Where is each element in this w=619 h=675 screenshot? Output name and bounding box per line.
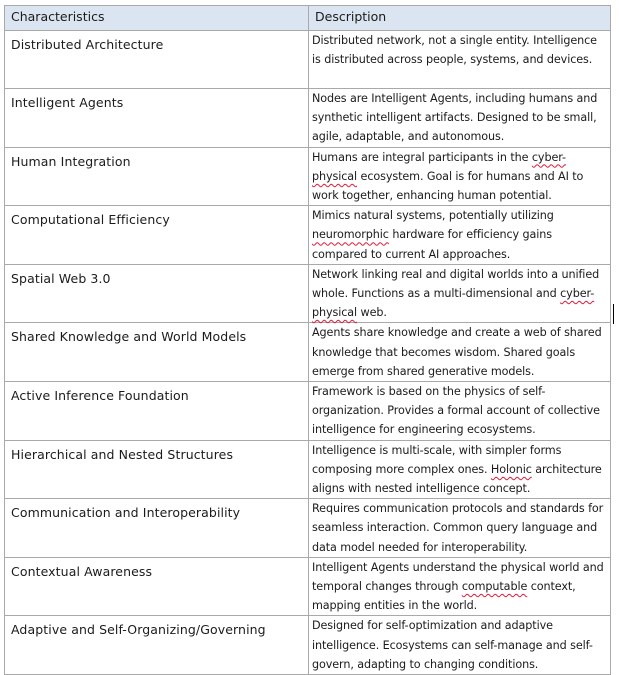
description-text: Agents share knowledge and create a web of shared knowledge that becomes wisdom. Shared goals emerge from shared generative models. — [312, 326, 602, 378]
description-cell[interactable] — [309, 206, 611, 265]
description-cell[interactable] — [309, 557, 611, 616]
description-text: web. — [357, 306, 387, 320]
description-cell[interactable] — [309, 616, 611, 675]
spellcheck-flagged-word[interactable]: neuromorphic — [312, 228, 389, 242]
characteristic-cell[interactable]: Communication and Interoperability — [5, 499, 309, 558]
spellcheck-flagged-word[interactable]: Holonic — [490, 462, 532, 476]
table-row — [5, 499, 611, 558]
characteristic-cell[interactable]: Contextual Awareness — [5, 557, 309, 616]
table-row — [5, 323, 611, 382]
description-cell[interactable] — [309, 264, 611, 323]
description-cell[interactable] — [309, 382, 611, 441]
description-text: Network linking real and digital worlds into a unified whole. Functions as a multi-dimensional and — [312, 267, 600, 301]
table-row — [5, 557, 611, 616]
description-cell[interactable] — [309, 31, 611, 89]
description-text: Humans are integral participants in the — [312, 150, 532, 164]
table-body — [5, 31, 611, 675]
description-text: Designed for self-optimization and adaptive intelligence. Ecosystems can self-manage and self-govern, adapting to changing conditions. — [312, 619, 593, 671]
header-row — [5, 6, 611, 31]
description-text: Intelligence is multi-scale, with simpler forms composing more complex ones. — [312, 443, 562, 476]
spellcheck-flagged-word[interactable]: cyber-physical — [312, 287, 595, 320]
characteristic-cell[interactable]: Hierarchical and Nested Structures — [5, 440, 309, 499]
description-cell[interactable] — [309, 323, 611, 382]
text-cursor — [613, 304, 614, 324]
header-description[interactable]: Description — [309, 6, 611, 31]
characteristic-cell[interactable]: Human Integration — [5, 147, 309, 206]
description-text: ecosystem. Goal is for humans and AI to work together, enhancing human potential. — [312, 169, 584, 203]
characteristic-cell[interactable]: Shared Knowledge and World Models — [5, 323, 309, 382]
description-text: Framework is based on the physics of self-organization. Provides a formal account of collective intelligence for engineering ecosystems. — [312, 385, 600, 437]
description-text: Requires communication protocols and standards for seamless interaction. Common query language and data model needed for interoperability. — [312, 502, 604, 554]
table-row — [5, 206, 611, 265]
characteristic-cell[interactable]: Computational Efficiency — [5, 206, 309, 265]
characteristic-cell[interactable]: Distributed Architecture — [5, 31, 309, 89]
description-cell[interactable] — [309, 147, 611, 206]
description-text: context, mapping entities in the world. — [312, 580, 576, 613]
characteristic-cell[interactable]: Intelligent Agents — [5, 89, 309, 148]
characteristic-cell[interactable]: Spatial Web 3.0 — [5, 264, 309, 323]
description-cell[interactable] — [309, 499, 611, 558]
document-page — [4, 5, 610, 675]
description-cell[interactable] — [309, 89, 611, 148]
table-row — [5, 31, 611, 89]
description-text: architecture aligns with nested intelligence concept. — [312, 462, 602, 496]
table-header — [5, 6, 611, 31]
description-cell[interactable] — [309, 440, 611, 499]
table-row — [5, 89, 611, 148]
characteristic-cell[interactable]: Adaptive and Self-Organizing/Governing — [5, 616, 309, 675]
table-row — [5, 147, 611, 206]
table-row — [5, 264, 611, 323]
characteristic-cell[interactable]: Active Inference Foundation — [5, 382, 309, 441]
description-text: Nodes are Intelligent Agents, including humans and synthetic intelligent artifacts. Designed to be small, agile, adaptable, and autonomous. — [312, 92, 598, 144]
description-text: hardware for efficiency gains compared to current AI approaches. — [312, 228, 553, 261]
spellcheck-flagged-word[interactable]: cyber-physical — [312, 150, 566, 183]
spellcheck-flagged-word[interactable]: computable — [461, 580, 528, 594]
table-row — [5, 440, 611, 499]
header-characteristics[interactable]: Characteristics — [5, 6, 309, 31]
table-row — [5, 616, 611, 675]
description-text: Mimics natural systems, potentially utilizing — [312, 209, 554, 223]
description-text: Intelligent Agents understand the physical world and temporal changes through — [312, 560, 604, 594]
characteristics-table — [4, 5, 611, 675]
table-row — [5, 382, 611, 441]
description-text: Distributed network, not a single entity. Intelligence is distributed across people, systems, and devices. — [312, 34, 597, 67]
